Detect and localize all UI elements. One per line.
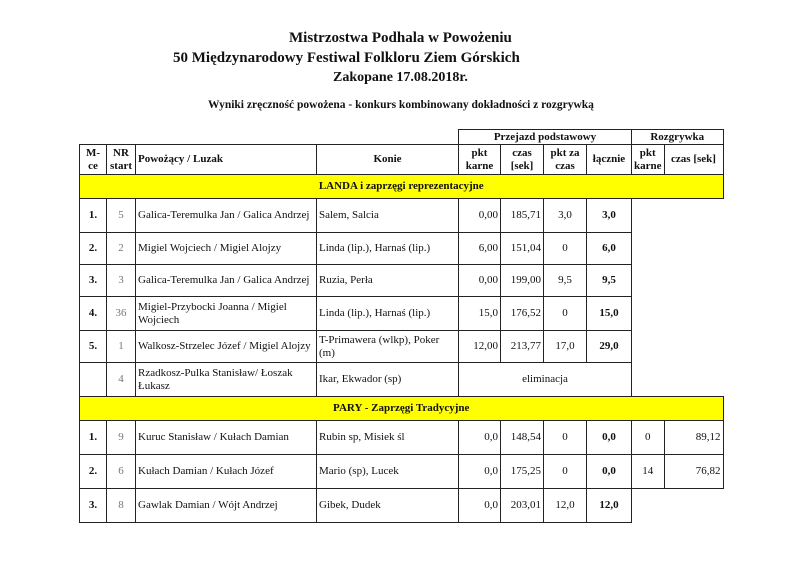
section-row xyxy=(80,397,724,421)
empty-cell xyxy=(632,363,665,397)
col-driver: Powożący / Luzak xyxy=(136,145,317,175)
empty-cell xyxy=(664,297,723,331)
col-place: M-ce xyxy=(80,145,107,175)
col-penalty: pkt karne xyxy=(459,145,501,175)
time-cell: 148,54 xyxy=(501,421,544,455)
time-cell: 185,71 xyxy=(501,199,544,233)
time-cell: 199,00 xyxy=(501,265,544,297)
start-number-cell: 2 xyxy=(107,233,136,265)
horses-cell: Ruzia, Perła xyxy=(317,265,459,297)
empty-cell xyxy=(632,297,665,331)
total-cell: 6,0 xyxy=(587,233,632,265)
penalty-cell: 0,0 xyxy=(459,489,501,523)
col-horses: Konie xyxy=(317,145,459,175)
playoff-penalty-cell: 14 xyxy=(632,455,665,489)
place-cell: 1. xyxy=(80,199,107,233)
time-cell: 175,25 xyxy=(501,455,544,489)
place-cell xyxy=(80,363,107,397)
group-basic-header: Przejazd podstawowy xyxy=(459,130,632,145)
start-number-cell: 8 xyxy=(107,489,136,523)
driver-cell: Rzadkosz-Pulka Stanisław/ Łoszak Łukasz xyxy=(136,363,317,397)
section-row xyxy=(80,175,724,199)
horses-cell: Linda (lip.), Harnaś (lip.) xyxy=(317,297,459,331)
total-cell: 9,5 xyxy=(587,265,632,297)
empty-cell xyxy=(632,331,665,363)
start-number-cell: 36 xyxy=(107,297,136,331)
playoff-penalty-cell: 0 xyxy=(632,421,665,455)
time-penalty-cell: 9,5 xyxy=(544,265,587,297)
empty-cell xyxy=(632,489,665,523)
subtitle: Wyniki zręczność powożena - konkurs kombinowany dokładności z rozgrywką xyxy=(208,99,594,111)
place-cell: 3. xyxy=(80,265,107,297)
col-time: czas [sek] xyxy=(501,145,544,175)
time-penalty-cell: 0 xyxy=(544,421,587,455)
title-line-2: 50 Międzynarodowy Festiwal Folkloru Ziem Górskich xyxy=(173,50,520,66)
empty-cell xyxy=(664,331,723,363)
empty-cell xyxy=(632,199,665,233)
playoff-time-cell: 89,12 xyxy=(664,421,723,455)
horses-cell: Ikar, Ekwador (sp) xyxy=(317,363,459,397)
start-number-cell: 1 xyxy=(107,331,136,363)
place-cell: 1. xyxy=(80,421,107,455)
driver-cell: Migiel-Przybocki Joanna / Migiel Wojciech xyxy=(136,297,317,331)
table-row xyxy=(80,233,724,265)
penalty-cell: 15,0 xyxy=(459,297,501,331)
time-cell: 203,01 xyxy=(501,489,544,523)
total-cell: 12,0 xyxy=(587,489,632,523)
place-cell: 5. xyxy=(80,331,107,363)
horses-cell: Linda (lip.), Harnaś (lip.) xyxy=(317,233,459,265)
section-title: PARY - Zaprzęgi Tradycyjne xyxy=(80,397,724,421)
total-cell: 3,0 xyxy=(587,199,632,233)
col-time-penalty: pkt za czas xyxy=(544,145,587,175)
driver-cell: Kuruc Stanisław / Kułach Damian xyxy=(136,421,317,455)
driver-cell: Kułach Damian / Kułach Józef xyxy=(136,455,317,489)
start-number-cell: 5 xyxy=(107,199,136,233)
title-date: Zakopane 17.08.2018r. xyxy=(333,70,468,85)
table-row xyxy=(80,363,724,397)
empty-cell xyxy=(664,265,723,297)
table-row xyxy=(80,455,724,489)
table-row xyxy=(80,421,724,455)
place-cell: 2. xyxy=(80,455,107,489)
horses-cell: Gibek, Dudek xyxy=(317,489,459,523)
penalty-cell: 0,0 xyxy=(459,455,501,489)
penalty-cell: 0,0 xyxy=(459,421,501,455)
time-cell: 176,52 xyxy=(501,297,544,331)
total-cell: 15,0 xyxy=(587,297,632,331)
empty-cell xyxy=(664,199,723,233)
col-total: łącznie xyxy=(587,145,632,175)
section-title: LANDA i zaprzęgi reprezentacyjne xyxy=(80,175,724,199)
start-number-cell: 6 xyxy=(107,455,136,489)
table-row xyxy=(80,265,724,297)
total-cell: 0,0 xyxy=(587,421,632,455)
col-po-penalty: pkt karne xyxy=(632,145,665,175)
time-penalty-cell: 17,0 xyxy=(544,331,587,363)
penalty-cell: 6,00 xyxy=(459,233,501,265)
table-row xyxy=(80,331,724,363)
empty-cell xyxy=(632,265,665,297)
start-number-cell: 3 xyxy=(107,265,136,297)
place-cell: 3. xyxy=(80,489,107,523)
driver-cell: Galica-Teremulka Jan / Galica Andrzej xyxy=(136,265,317,297)
empty-cell xyxy=(664,363,723,397)
table-row xyxy=(80,489,724,523)
place-cell: 2. xyxy=(80,233,107,265)
time-penalty-cell: 12,0 xyxy=(544,489,587,523)
col-po-time: czas [sek] xyxy=(664,145,723,175)
empty-cell xyxy=(632,233,665,265)
time-penalty-cell: 0 xyxy=(544,297,587,331)
time-penalty-cell: 3,0 xyxy=(544,199,587,233)
time-penalty-cell: 0 xyxy=(544,233,587,265)
total-cell: 0,0 xyxy=(587,455,632,489)
status-cell: eliminacja xyxy=(459,363,632,397)
horses-cell: T-Primawera (wlkp), Poker (m) xyxy=(317,331,459,363)
driver-cell: Migiel Wojciech / Migiel Alojzy xyxy=(136,233,317,265)
horses-cell: Mario (sp), Lucek xyxy=(317,455,459,489)
penalty-cell: 12,00 xyxy=(459,331,501,363)
driver-cell: Galica-Teremulka Jan / Galica Andrzej xyxy=(136,199,317,233)
col-nr: NR start xyxy=(107,145,136,175)
time-cell: 151,04 xyxy=(501,233,544,265)
empty-cell xyxy=(664,233,723,265)
start-number-cell: 9 xyxy=(107,421,136,455)
penalty-cell: 0,00 xyxy=(459,265,501,297)
driver-cell: Gawlak Damian / Wójt Andrzej xyxy=(136,489,317,523)
time-penalty-cell: 0 xyxy=(544,455,587,489)
empty-cell xyxy=(664,489,723,523)
title-line-1: Mistrzostwa Podhala w Powożeniu xyxy=(289,30,512,46)
penalty-cell: 0,00 xyxy=(459,199,501,233)
playoff-time-cell: 76,82 xyxy=(664,455,723,489)
table-row xyxy=(80,199,724,233)
driver-cell: Walkosz-Strzelec Józef / Migiel Alojzy xyxy=(136,331,317,363)
start-number-cell: 4 xyxy=(107,363,136,397)
group-playoff-header: Rozgrywka xyxy=(632,130,724,145)
results-table xyxy=(79,129,724,523)
table-row xyxy=(80,297,724,331)
total-cell: 29,0 xyxy=(587,331,632,363)
horses-cell: Rubin sp, Misiek śl xyxy=(317,421,459,455)
time-cell: 213,77 xyxy=(501,331,544,363)
place-cell: 4. xyxy=(80,297,107,331)
horses-cell: Salem, Salcia xyxy=(317,199,459,233)
